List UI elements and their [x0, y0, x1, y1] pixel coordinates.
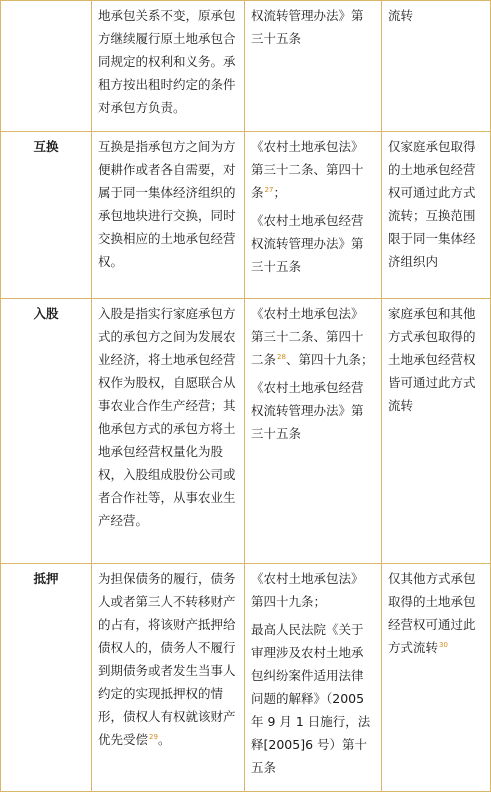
- description-text: 互换是指承包方之间为方便耕作或者各自需要，对属于同一集体经济组织的承包地块进行交换，同时交换相应的土地承包经营权。: [98, 139, 236, 269]
- description-cell: [92, 132, 245, 299]
- remark-cell: [382, 132, 491, 299]
- transfer-type-cell: 互换: [1, 132, 92, 299]
- footnote-marker[interactable]: 28: [277, 352, 286, 361]
- table-row: [1, 132, 491, 299]
- table-row: [1, 564, 491, 792]
- legal-basis-cell: [245, 132, 382, 299]
- description-text: 为担保债务的履行，债务人或者第三人不转移财产的占有，将该财产抵押给债权人的，债务人不履行到期债务或者发生当事人约定的实现抵押权的情形，债权人有权就该财产优先受偿$^{29}$。: [98, 571, 236, 747]
- description-cell: [92, 299, 245, 564]
- legal-basis-cell: [245, 1, 382, 132]
- table-row: [1, 299, 491, 564]
- remark-text: 仅家庭承包取得的土地承包经营权可通过此方式流转；互换范围限于同一集体经济组织内: [388, 139, 476, 269]
- footnote-marker[interactable]: 30: [439, 640, 448, 649]
- remark-cell: [382, 299, 491, 564]
- transfer-type-cell: [1, 1, 92, 132]
- legal-basis-text: 《农村土地承包法》第四十九条；: [251, 571, 364, 609]
- legal-basis-cell: [245, 299, 382, 564]
- remark-cell: [382, 1, 491, 132]
- legal-basis-text: 最高人民法院《关于审理涉及农村土地承包纠纷案件适用法律问题的解释》（2005 年 9 月 1 日施行，法释[2005]6 号）第十五条: [251, 622, 371, 775]
- description-cell: [92, 1, 245, 132]
- description-text: 入股是指实行家庭承包方式的承包方之间为发展农业经济，将土地承包经营权作为股权，自愿联合从事农业合作生产经营；其他承包方式的承包方将土地承包经营权量化为股权，入股组成股份公司或者合作社等，从事农业生产经营。: [98, 306, 236, 528]
- remark-text: [388, 567, 484, 659]
- legal-basis-cell: [245, 564, 382, 792]
- legal-basis-part: 、第四十九条；: [285, 352, 374, 367]
- legal-basis-part: 《农村土地承包法》第三十二条、第四十条: [251, 139, 364, 200]
- legal-basis-text: 《农村土地承包经营权流转管理办法》第三十五条: [251, 213, 364, 274]
- legal-basis-part: 《农村土地承包法》第三十二条、第四十二条: [251, 306, 364, 367]
- legal-basis-text: 权流转管理办法》第三十五条: [251, 8, 364, 46]
- legal-basis-text: 《农村土地承包经营权流转管理办法》第三十五条: [251, 380, 364, 441]
- description-part: 为担保债务的履行，债务人或者第三人不转移财产的占有，将该财产抵押给债权人的，债务人不履行到期债务或者发生当事人约定的实现抵押权的情形，债权人有权就该财产优先受偿: [98, 571, 236, 747]
- description-text: 地承包关系不变，原承包方继续履行原土地承包合同规定的权利和义务。承租方按出租时约定的条件对承包方负责。: [98, 8, 236, 115]
- legal-basis-text: 《农村土地承包法》第三十二条、第四十条$^{27}$；: [251, 139, 364, 200]
- footnote-marker[interactable]: 29: [149, 732, 158, 741]
- legal-basis-text: [251, 302, 375, 371]
- description-cell: [92, 564, 245, 792]
- transfer-type-cell: 抵押: [1, 564, 92, 792]
- table-row: [1, 1, 491, 132]
- footnote-marker[interactable]: 27: [264, 185, 274, 194]
- remark-text: 家庭承包和其他方式承包取得的土地承包经营权皆可通过此方式流转: [388, 306, 476, 413]
- remark-text: 流转: [388, 8, 414, 23]
- remark-part: 仅其他方式承包取得的土地承包经营权可通过此方式流转: [388, 571, 476, 655]
- transfer-type-cell: 入股: [1, 299, 92, 564]
- remark-cell: [382, 564, 491, 792]
